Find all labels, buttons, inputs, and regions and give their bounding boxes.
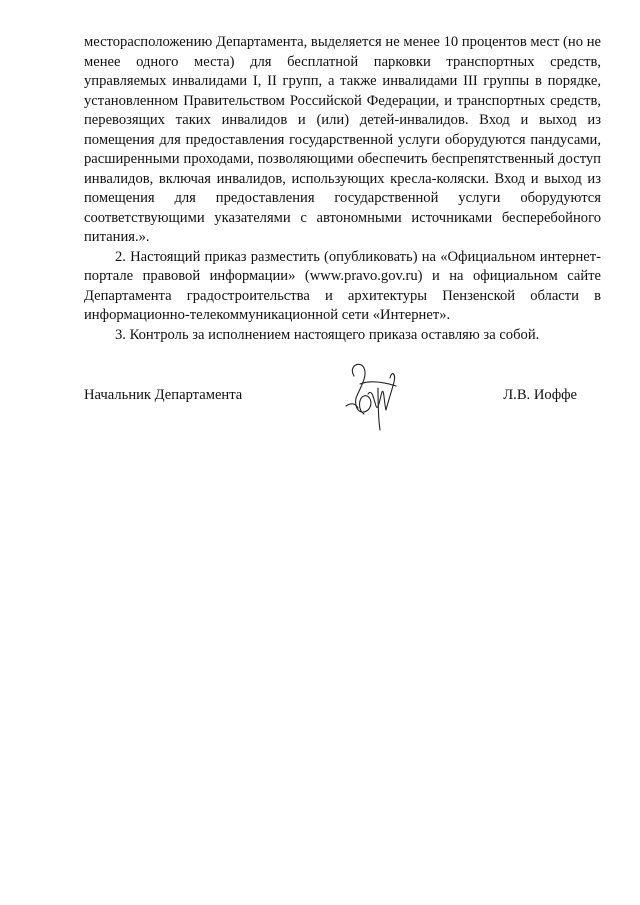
signatory-title: Начальник Департамента — [84, 387, 243, 403]
paragraph-item-2: 2. Настоящий приказ разместить (опубликовать) на «Официальном интернет-портале правовой информации» (www.pravo.gov.ru) и на официальном сайте Департамента градостроительства и архитектуры Пензенской области в информационно-телекоммуникационной сети «Интернет». — [84, 248, 601, 323]
signatory-name: Л.В. Иоффе — [503, 387, 577, 403]
handwritten-signature — [334, 358, 424, 434]
paragraph-item-3: 3. Контроль за исполнением настоящего приказа оставляю за собой. — [115, 326, 540, 343]
signature-block — [84, 358, 601, 438]
document-body — [84, 33, 601, 345]
paragraph-continuation: месторасположению Департамента, выделяется не менее 10 процентов мест (но не менее одного места) для бесплатной парковки транспортных средств, управляемых инвалидами I, II групп, а также инвалидами III группы в порядке, установленном Правительством Российской Федерации, и транспортных средств, перевозящих таких инвалидов и (или) детей-инвалидов. Вход и выход из помещения для предоставления государственной услуги оборудуются пандусами, расширенными проходами, позволяющими обеспечить беспрепятственный доступ инвалидов, включая инвалидов, использующих кресла-коляски. Вход и выход из помещения для предоставления государственной услуги оборудуются соответствующими указателями с автономными источниками бесперебойного питания.». — [84, 34, 601, 245]
